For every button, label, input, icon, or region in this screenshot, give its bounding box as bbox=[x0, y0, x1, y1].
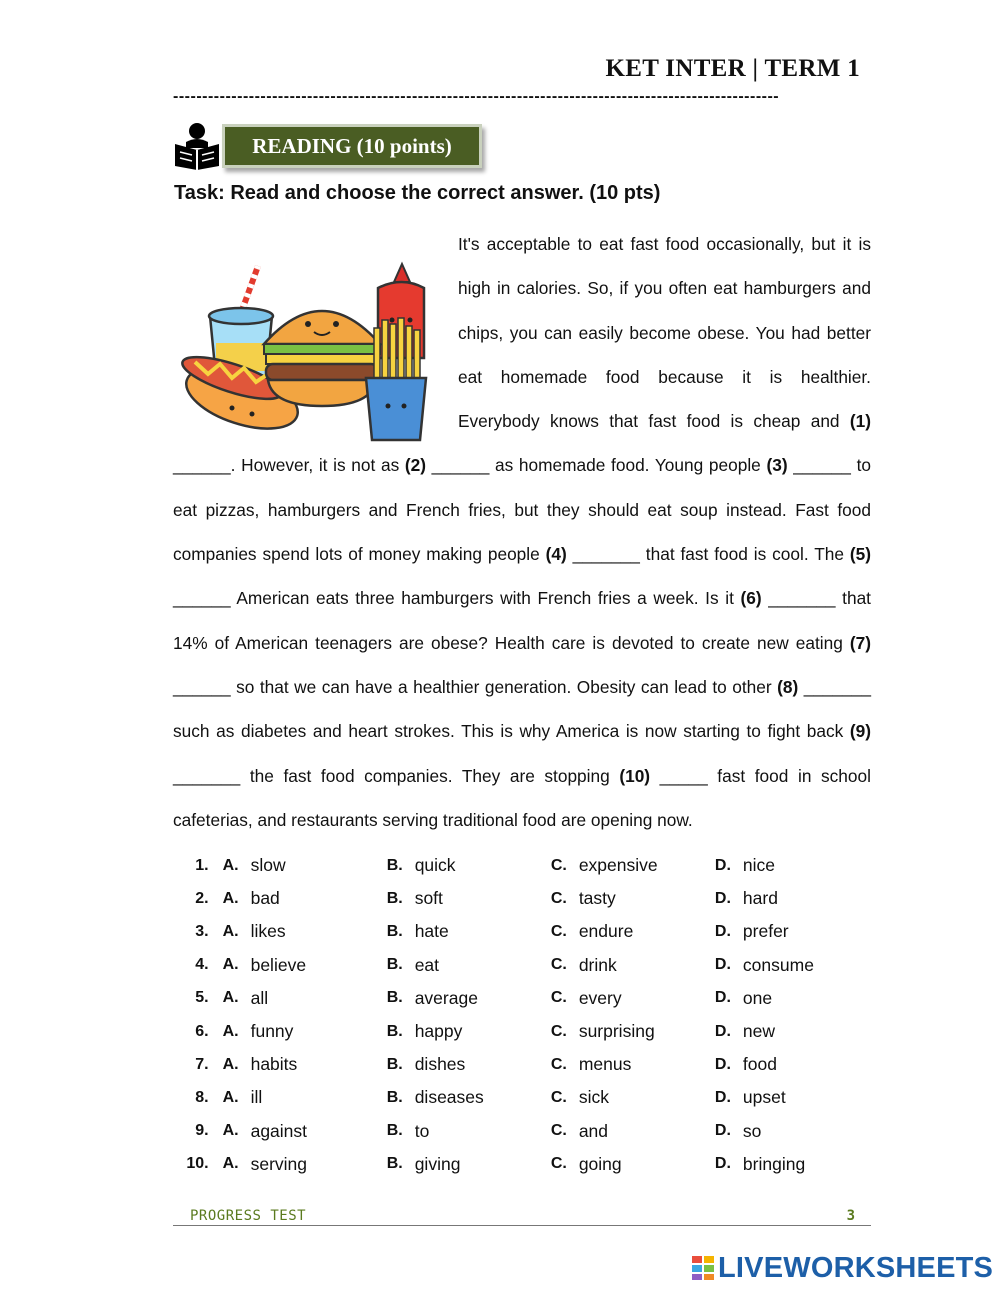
option-a[interactable]: A. serving bbox=[222, 1153, 308, 1174]
option-b[interactable]: B. soft bbox=[386, 888, 443, 909]
question-row bbox=[173, 1115, 871, 1148]
option-c[interactable]: C. tasty bbox=[550, 888, 616, 909]
option-c[interactable]: C. sick bbox=[550, 1087, 609, 1108]
reading-section-badge: READING (10 points) bbox=[222, 124, 482, 168]
option-d[interactable]: D. upset bbox=[714, 1087, 786, 1108]
answer-options bbox=[173, 849, 871, 1181]
option-a[interactable]: A. ill bbox=[222, 1087, 263, 1108]
option-c[interactable]: C. drink bbox=[550, 954, 617, 975]
reading-person-icon bbox=[172, 122, 222, 170]
question-number: 1. bbox=[195, 856, 209, 874]
option-b[interactable]: B. quick bbox=[386, 855, 456, 876]
option-b[interactable]: B. happy bbox=[386, 1021, 463, 1042]
option-a[interactable]: A. funny bbox=[222, 1021, 294, 1042]
option-b[interactable]: B. hate bbox=[386, 921, 449, 942]
option-a[interactable]: A. all bbox=[222, 987, 269, 1008]
option-a[interactable]: A. against bbox=[222, 1120, 308, 1141]
option-d[interactable]: D. hard bbox=[714, 888, 778, 909]
option-d[interactable]: D. one bbox=[714, 987, 773, 1008]
question-number: 5. bbox=[195, 989, 209, 1007]
option-b[interactable]: B. to bbox=[386, 1120, 430, 1141]
question-row bbox=[173, 1015, 871, 1048]
option-d[interactable]: D. food bbox=[714, 1054, 777, 1075]
question-number: 7. bbox=[195, 1055, 209, 1073]
option-c[interactable]: C. every bbox=[550, 987, 622, 1008]
question-row bbox=[173, 949, 871, 982]
option-c[interactable]: C. going bbox=[550, 1153, 622, 1174]
option-a[interactable]: A. habits bbox=[222, 1054, 298, 1075]
fast-food-illustration bbox=[180, 258, 435, 448]
task-title: Task: Read and choose the correct answer. (10 pts) bbox=[174, 182, 661, 204]
option-c[interactable]: C. surprising bbox=[550, 1021, 655, 1042]
question-number: 10. bbox=[186, 1155, 209, 1173]
question-row bbox=[173, 1148, 871, 1181]
liveworksheets-watermark[interactable]: LIVEWORKSHEETS bbox=[718, 1252, 994, 1284]
question-row bbox=[173, 1081, 871, 1114]
page-number: 3 bbox=[846, 1208, 855, 1224]
option-b[interactable]: B. diseases bbox=[386, 1087, 484, 1108]
question-row bbox=[173, 982, 871, 1015]
question-number: 6. bbox=[195, 1022, 209, 1040]
option-a[interactable]: A. believe bbox=[222, 954, 307, 975]
option-a[interactable]: A. slow bbox=[222, 855, 286, 876]
option-b[interactable]: B. dishes bbox=[386, 1054, 466, 1075]
reading-passage: It's acceptable to eat fast food occasionally, but it is high in calories. So, if you often eat hamburgers and chips, you can easily become obese. You had better eat homemade food because it is healthier. Everybody knows that fast food is cheap and (1) ______. However, it is not as (2) ______ as homemade food. Young people (3) ______ to eat pizzas, hamburgers and French fries, but they should eat soup instead. Fast food companies spend lots of money making people (4) _______ that fast food is cool. The (5) ______ American eats three hamburgers with French fries a week. Is it (6) _______ that 14% of American teenagers are obese? Health care is devoted to create new eating (7) ______ so that we can have a healthier generation. Obesity can lead to other (8) _______ such as diabetes and heart strokes. This is why America is now starting to fight back (9) _______ the fast food companies. They are stopping (10) _____ fast food in school cafeterias, and restaurants serving traditional food are opening now. bbox=[173, 234, 871, 830]
option-d[interactable]: D. new bbox=[714, 1021, 776, 1042]
question-number: 3. bbox=[195, 922, 209, 940]
option-d[interactable]: D. consume bbox=[714, 954, 814, 975]
question-number: 8. bbox=[195, 1088, 209, 1106]
option-b[interactable]: B. giving bbox=[386, 1153, 461, 1174]
question-row bbox=[173, 1048, 871, 1081]
option-c[interactable]: C. menus bbox=[550, 1054, 632, 1075]
option-c[interactable]: C. and bbox=[550, 1120, 609, 1141]
option-b[interactable]: B. eat bbox=[386, 954, 440, 975]
option-c[interactable]: C. endure bbox=[550, 921, 634, 942]
header-divider: -------------------------------------------------------------------------------------------------------- bbox=[173, 88, 780, 105]
header-title: KET INTER | TERM 1 bbox=[605, 55, 860, 82]
question-number: 2. bbox=[195, 889, 209, 907]
option-d[interactable]: D. nice bbox=[714, 855, 776, 876]
option-a[interactable]: A. bad bbox=[222, 888, 280, 909]
question-row bbox=[173, 915, 871, 948]
option-a[interactable]: A. likes bbox=[222, 921, 286, 942]
question-number: 9. bbox=[195, 1122, 209, 1140]
question-row bbox=[173, 882, 871, 915]
footer-label: PROGRESS TEST bbox=[190, 1208, 307, 1224]
option-d[interactable]: D. bringing bbox=[714, 1153, 806, 1174]
option-d[interactable]: D. prefer bbox=[714, 921, 789, 942]
option-c[interactable]: C. expensive bbox=[550, 855, 658, 876]
question-row bbox=[173, 849, 871, 882]
question-number: 4. bbox=[195, 956, 209, 974]
option-d[interactable]: D. so bbox=[714, 1120, 762, 1141]
option-b[interactable]: B. average bbox=[386, 987, 478, 1008]
footer-divider bbox=[173, 1225, 871, 1226]
liveworksheets-logo-icon bbox=[692, 1256, 714, 1280]
